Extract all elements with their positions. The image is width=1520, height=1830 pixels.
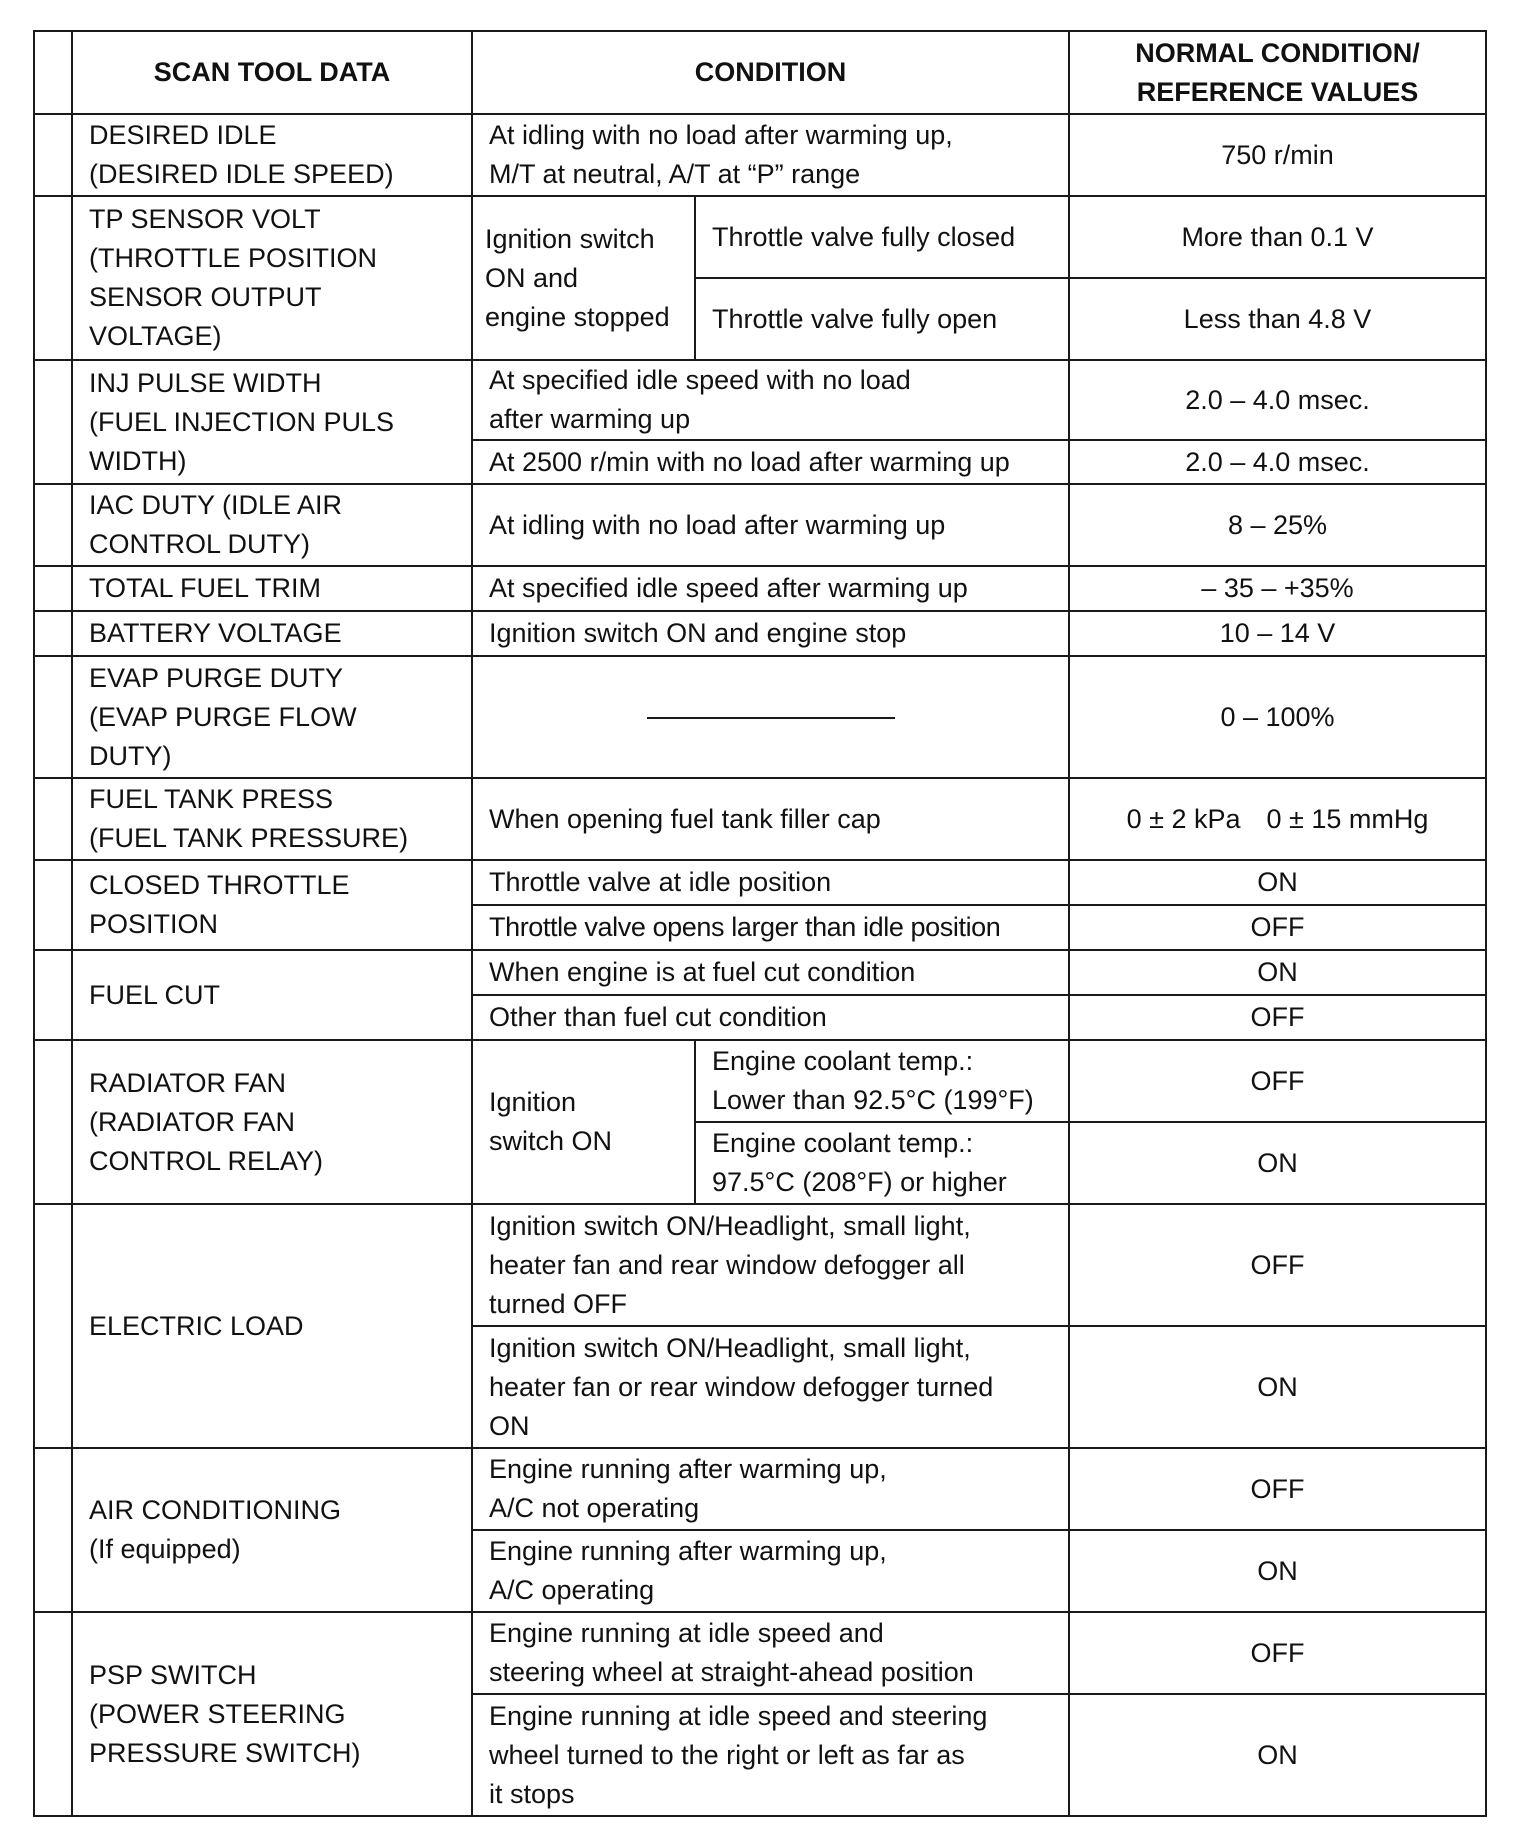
value-cell: ON: [1069, 1530, 1486, 1612]
item-name: IAC DUTY (IDLE AIR CONTROL DUTY): [72, 484, 472, 566]
value-cell: 10 – 14 V: [1069, 611, 1486, 656]
condition-cell: At specified idle speed after warming up: [472, 566, 1069, 611]
value-cell: – 35 – +35%: [1069, 566, 1486, 611]
condition-cell: At idling with no load after warming up: [472, 484, 1069, 566]
scan-tool-data-table: [33, 30, 1487, 1817]
row-marker: [34, 1204, 72, 1448]
condition-cell: [472, 656, 1069, 778]
condition-cell: At 2500 r/min with no load after warming up: [472, 440, 1069, 484]
item-name: CLOSED THROTTLE POSITION: [72, 860, 472, 950]
condition-cell: Ignition switch ON/Headlight, small light, heater fan or rear window defogger turned ON: [472, 1326, 1069, 1448]
table-row: [34, 1612, 1486, 1694]
table-row: [34, 360, 1486, 440]
row-marker: [34, 484, 72, 566]
header-normal-condition: NORMAL CONDITION/ REFERENCE VALUES: [1069, 31, 1486, 114]
condition-cell: At idling with no load after warming up, M/T at neutral, A/T at “P” range: [472, 114, 1069, 196]
item-name: FUEL CUT: [72, 950, 472, 1040]
condition-cell: Engine running at idle speed and steering wheel at straight-ahead position: [472, 1612, 1069, 1694]
row-marker: [34, 360, 72, 484]
table-row: [34, 196, 1486, 278]
row-marker: [34, 31, 72, 114]
condition-group-cell: Ignition switch ON and engine stopped: [472, 196, 695, 360]
value-cell: ON: [1069, 1122, 1486, 1204]
value-cell: 2.0 – 4.0 msec.: [1069, 440, 1486, 484]
value-cell: 0 – 100%: [1069, 656, 1486, 778]
row-marker: [34, 1040, 72, 1204]
condition-cell: Engine running at idle speed and steering wheel turned to the right or left as far as it stops: [472, 1694, 1069, 1816]
row-marker: [34, 778, 72, 860]
row-marker: [34, 196, 72, 360]
table-row: [34, 1040, 1486, 1122]
table-row: [34, 860, 1486, 905]
condition-cell: When engine is at fuel cut condition: [472, 950, 1069, 995]
row-marker: [34, 860, 72, 950]
table-row: [34, 1204, 1486, 1326]
item-name: PSP SWITCH (POWER STEERING PRESSURE SWITCH): [72, 1612, 472, 1816]
item-name: TP SENSOR VOLT (THROTTLE POSITION SENSOR OUTPUT VOLTAGE): [72, 196, 472, 360]
row-marker: [34, 1448, 72, 1612]
value-cell: OFF: [1069, 1612, 1486, 1694]
value-cell: 2.0 – 4.0 msec.: [1069, 360, 1486, 440]
condition-cell: Ignition switch ON and engine stop: [472, 611, 1069, 656]
item-name: TOTAL FUEL TRIM: [72, 566, 472, 611]
condition-cell: Other than fuel cut condition: [472, 995, 1069, 1040]
table-row: [34, 114, 1486, 196]
item-name: RADIATOR FAN (RADIATOR FAN CONTROL RELAY): [72, 1040, 472, 1204]
condition-cell: Engine running after warming up, A/C operating: [472, 1530, 1069, 1612]
table-row: [34, 484, 1486, 566]
condition-cell: Throttle valve opens larger than idle position: [472, 905, 1069, 950]
value-cell: OFF: [1069, 1448, 1486, 1530]
value-cell: 8 – 25%: [1069, 484, 1486, 566]
condition-cell: Throttle valve at idle position: [472, 860, 1069, 905]
dash-line: [647, 717, 895, 719]
condition-cell: Throttle valve fully open: [695, 278, 1069, 360]
header-condition: CONDITION: [472, 31, 1069, 114]
row-marker: [34, 950, 72, 1040]
condition-cell: Throttle valve fully closed: [695, 196, 1069, 278]
condition-cell: Engine coolant temp.: 97.5°C (208°F) or higher: [695, 1122, 1069, 1204]
item-name: DESIRED IDLE (DESIRED IDLE SPEED): [72, 114, 472, 196]
condition-cell: Engine coolant temp.: Lower than 92.5°C (199°F): [695, 1040, 1069, 1122]
item-name: INJ PULSE WIDTH (FUEL INJECTION PULS WIDTH): [72, 360, 472, 484]
condition-group-cell: Ignition switch ON: [472, 1040, 695, 1204]
value-cell: ON: [1069, 860, 1486, 905]
scan-tool-data-page: [33, 30, 1485, 1817]
table-row: [34, 1448, 1486, 1530]
item-name: EVAP PURGE DUTY (EVAP PURGE FLOW DUTY): [72, 656, 472, 778]
item-name: BATTERY VOLTAGE: [72, 611, 472, 656]
row-marker: [34, 114, 72, 196]
condition-cell: At specified idle speed with no load after warming up: [472, 360, 1069, 440]
value-cell: More than 0.1 V: [1069, 196, 1486, 278]
row-marker: [34, 611, 72, 656]
value-cell: Less than 4.8 V: [1069, 278, 1486, 360]
table-row: [34, 778, 1486, 860]
table-row: [34, 611, 1486, 656]
item-name: ELECTRIC LOAD: [72, 1204, 472, 1448]
table-row: [34, 566, 1486, 611]
table-row: [34, 656, 1486, 778]
value-cell: 750 r/min: [1069, 114, 1486, 196]
value-cell: ON: [1069, 950, 1486, 995]
header-scan-tool-data: SCAN TOOL DATA: [72, 31, 472, 114]
value-cell: ON: [1069, 1326, 1486, 1448]
row-marker: [34, 1612, 72, 1816]
value-cell: OFF: [1069, 905, 1486, 950]
table-row: [34, 950, 1486, 995]
condition-cell: When opening fuel tank filler cap: [472, 778, 1069, 860]
value-cell: OFF: [1069, 995, 1486, 1040]
row-marker: [34, 566, 72, 611]
value-cell: OFF: [1069, 1040, 1486, 1122]
value-cell: ON: [1069, 1694, 1486, 1816]
item-name: FUEL TANK PRESS (FUEL TANK PRESSURE): [72, 778, 472, 860]
row-marker: [34, 656, 72, 778]
value-cell: 0 ± 2 kPa 0 ± 15 mmHg: [1069, 778, 1486, 860]
condition-cell: Engine running after warming up, A/C not operating: [472, 1448, 1069, 1530]
header-row: [34, 31, 1486, 114]
value-cell: OFF: [1069, 1204, 1486, 1326]
condition-cell: Ignition switch ON/Headlight, small light, heater fan and rear window defogger all turned OFF: [472, 1204, 1069, 1326]
item-name: AIR CONDITIONING (If equipped): [72, 1448, 472, 1612]
